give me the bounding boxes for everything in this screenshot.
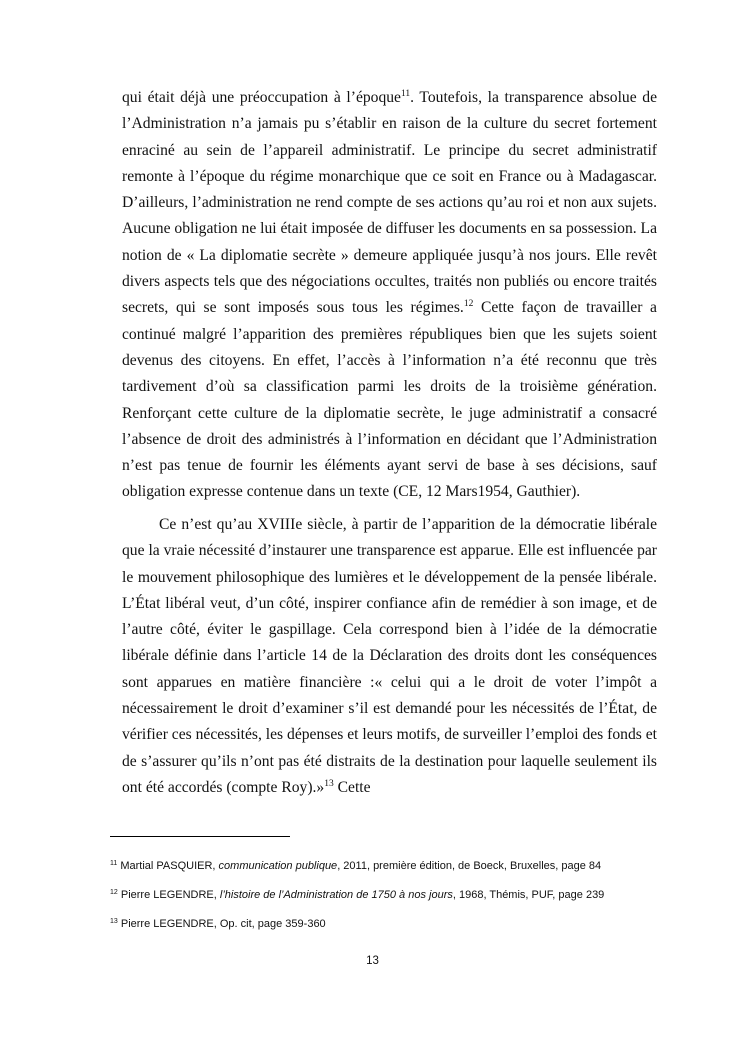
footnote-text: Pierre LEGENDRE, Op. cit, page 359-360 [117, 918, 326, 930]
footnote-number: 11 [110, 860, 118, 867]
footnote-title: communication publique [218, 860, 338, 872]
footnote-text: , 2011, première édition, de Boeck, Bruxelles, page 84 [337, 860, 602, 872]
footnote-number: 13 [110, 918, 118, 925]
body-paragraph-1 [122, 85, 657, 506]
footnotes [110, 858, 670, 945]
footnote-ref-11[interactable]: 11 [400, 89, 411, 99]
footnote-separator [110, 836, 290, 837]
paragraph-2-text-a: Ce n’est qu’au XVIIIe siècle, à partir de l’apparition de la démocratie libérale que la vraie nécessité d’instaurer une transparence est apparue. Elle est influencée par le mouvement philosophique des lumières et le développement de la pensée libérale. L’État libéral veut, d’un côté, inspirer confiance afin de remédier à son image, et de l’autre côté, éviter le gaspillage. Cela correspond bien à l’idée de la démocratie libérale définie dans l’article 14 de la Déclaration des droits dont les conséquences sont apparues en matière financière :« celui qui a le droit de voter l’impôt a nécessairement le droit d’examiner s’il est demandé pour les nécessités de l’État, de vérifier ces nécessités, les dépenses et leurs motifs, de surveiller l’emploi des fonds et de s’assurer qu’ils n’ont pas été distraits de la destination pour laquelle seulement ils ont été accordés (compte Roy).» [122, 516, 657, 796]
footnote-ref-12[interactable]: 12 [463, 299, 474, 310]
footnote-item [110, 858, 670, 874]
footnote-text: Pierre LEGENDRE, [117, 889, 220, 901]
footnote-text: , 1968, Thémis, PUF, page 239 [452, 889, 605, 901]
footnote-text: Martial PASQUIER, [117, 860, 219, 872]
paragraph-1-text-b: . Toutefois, la transparence absolue de l’Administration n’a jamais pu s’établir en raison de la culture du secret fortement enraciné au sein de l’appareil administratif. Le principe du secret administratif remonte à l’époque du régime monarchique que ce soit en France ou à Madagascar. D’ailleurs, l’administration ne rend compte de ses actions qu’au roi et non aux sujets. Aucune obligation ne lui était imposée de diffuser les documents en sa possession. La notion de « La diplomatie secrète » demeure appliquée jusqu’à nos jours. Elle revêt divers aspects tels que des négociations occultes, traités non publiés ou encore traités secrets, qui se sont imposés sous tous les régimes. [122, 89, 657, 317]
body-paragraph-2 [122, 512, 657, 801]
paragraph-1-text-a: qui était déjà une préoccupation à l’époque [122, 89, 401, 106]
footnote-title: l’histoire de l’Administration de 1750 à nos jours [219, 889, 453, 901]
footnote-item [110, 916, 670, 932]
footnote-ref-13[interactable]: 13 [324, 778, 334, 789]
footnote-number: 12 [110, 889, 118, 896]
page-number: 13 [366, 955, 379, 967]
paragraph-2-text-b: Cette [333, 778, 371, 796]
paragraph-1-text-c: Cette façon de travailler a continué malgré l’apparition des premières républiques bien que les sujets soient devenus des citoyens. En effet, l’accès à l’information n’a été reconnu que très tardivement d’où sa classification parmi les droits de la troisième génération. Renforçant cette culture de la diplomatie secrète, le juge administratif a consacré l’absence de droit des administrés à l’information en décidant que l’Administration n’est pas tenue de fournir les éléments ayant servi de base à ses décisions, sauf obligation expresse contenue dans un texte (CE, 12 Mars1954, Gauthier). [122, 299, 657, 501]
footnote-item [110, 887, 670, 903]
